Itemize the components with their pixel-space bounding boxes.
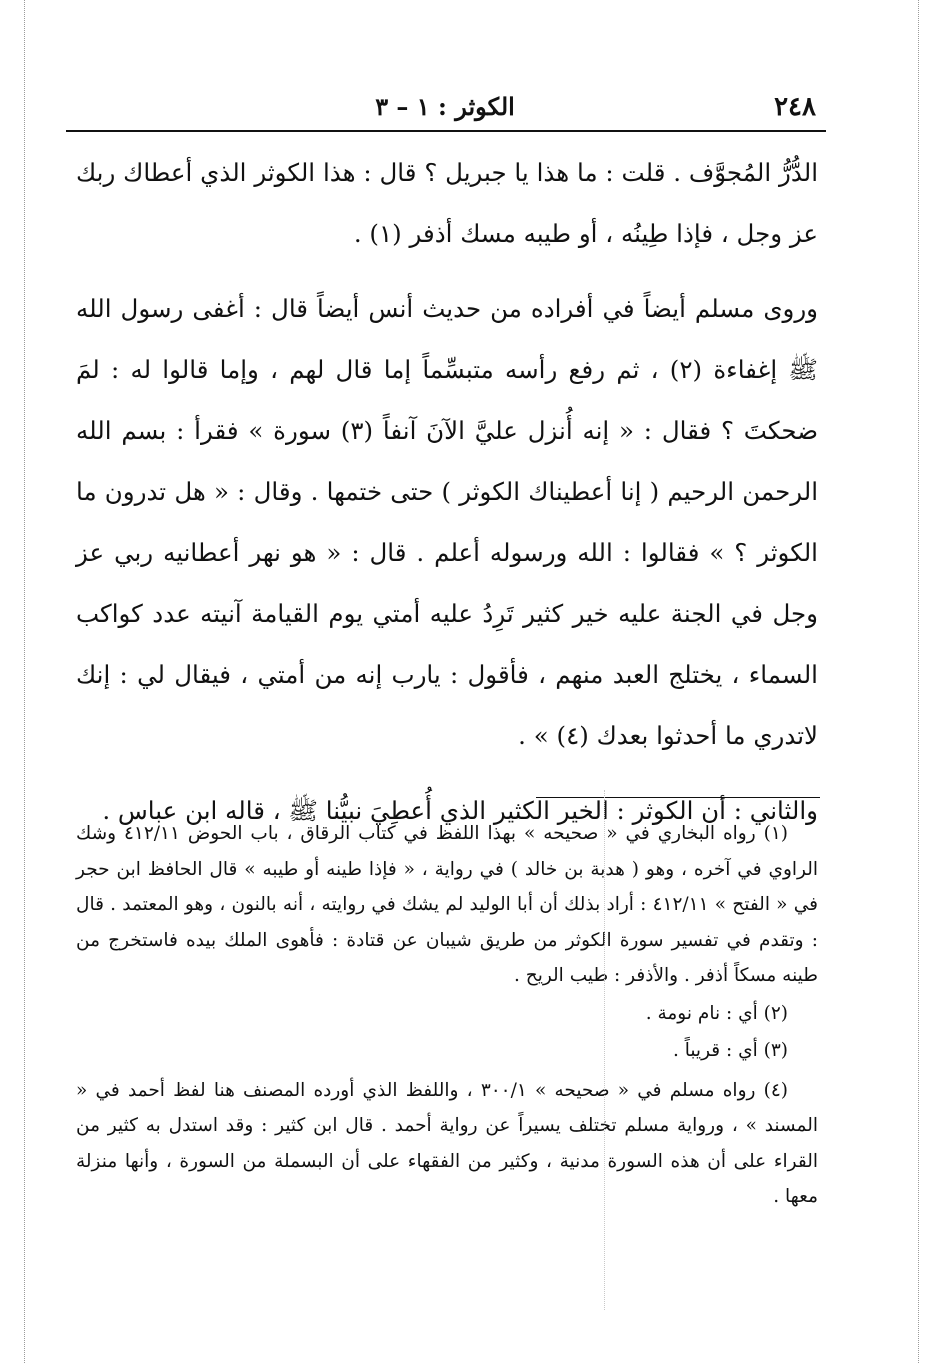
footnote-2: (٢) أي : نام نومة . — [645, 1002, 788, 1024]
scan-fold-line — [604, 790, 605, 1310]
main-text — [76, 142, 818, 841]
page-number: ٢٤٨ — [774, 92, 816, 122]
scan-edge-left — [24, 0, 25, 1363]
page-header — [70, 92, 820, 132]
paragraph: والثاني : أن الكوثر : الخير الكثير الذي أُعطِيَ نبيُّنا ﷺ ، قاله ابن عباس . — [102, 796, 818, 825]
footnotes — [76, 816, 818, 1215]
running-title: الكوثر : ١ – ٣ — [375, 92, 515, 121]
footnote-1: (١) رواه البخاري في « صحيحه » بهذا اللفظ في كتاب الرقاق ، باب الحوض ٤١٢/١١ وشك الراوي في آخره ، وهو ( هدبة بن خالد ) في رواية ، « فإذا طينه أو طيبه » قال الحافظ ابن حجر في « الفتح » ٤١٢/١١ : أراد بذلك أن أبا الوليد لم يشك في روايته ، أنه بالنون ، وهو المعتمد . قال : وتقدم في تفسير سورة الكوثر من طريق شيبان عن قتادة : فأهوى الملك بيده فاستخرج من طينه مسكاً أذفر . والأذفر : طيب الريح . — [76, 823, 818, 986]
paragraph: الدُّرُّ المُجوَّف . قلت : ما هذا يا جبريل ؟ قال : هذا الكوثر الذي أعطاك ربك عز وجل ، فإذا طِينُه ، أو طيبه مسك أذفر (١) . — [76, 158, 818, 248]
scan-edge-right — [918, 0, 919, 1363]
footnote-separator — [536, 797, 820, 798]
paragraph: وروى مسلم أيضاً في أفراده من حديث أنس أيضاً قال : أغفى رسول الله ﷺ إغفاءة (٢) ، ثم رفع رأسه متبسِّماً إما قال لهم ، وإما قالوا له : لمَ ضحكتَ ؟ فقال : « إنه أُنزل عليَّ الآنَ آنفاً (٣) سورة » فقرأ : بسم الله الرحمن الرحيم ( إنا أعطيناك الكوثر ) حتى ختمها . وقال : « هل تدرون ما الكوثر ؟ » فقالوا : الله ورسوله أعلم . قال : « هو نهر أعطانيه ربي عز وجل في الجنة عليه خير كثير تَرِدُ عليه أمتي يوم القيامة آنيته عدد كواكب السماء ، يختلج العبد منهم ، فأقول : يارب إنه من أمتي ، فيقال لي : إنك لاتدري ما أحدثوا بعدك (٤) » . — [76, 294, 819, 750]
header-rule — [66, 130, 826, 132]
footnote-4: (٤) رواه مسلم في « صحيحه » ٣٠٠/١ ، واللفظ الذي أورده المصنف هنا لفظ أحمد في « المسند » ، ورواية مسلم تختلف يسيراً عن رواية أحمد . قال ابن كثير : وقد استدل به كثير من القراء على أن هذه السورة مدنية ، وكثير من الفقهاء على أن البسملة من السورة ، وأنها منزلة معها . — [76, 1079, 818, 1207]
footnote-3: (٣) أي : قريباً . — [672, 1040, 788, 1061]
